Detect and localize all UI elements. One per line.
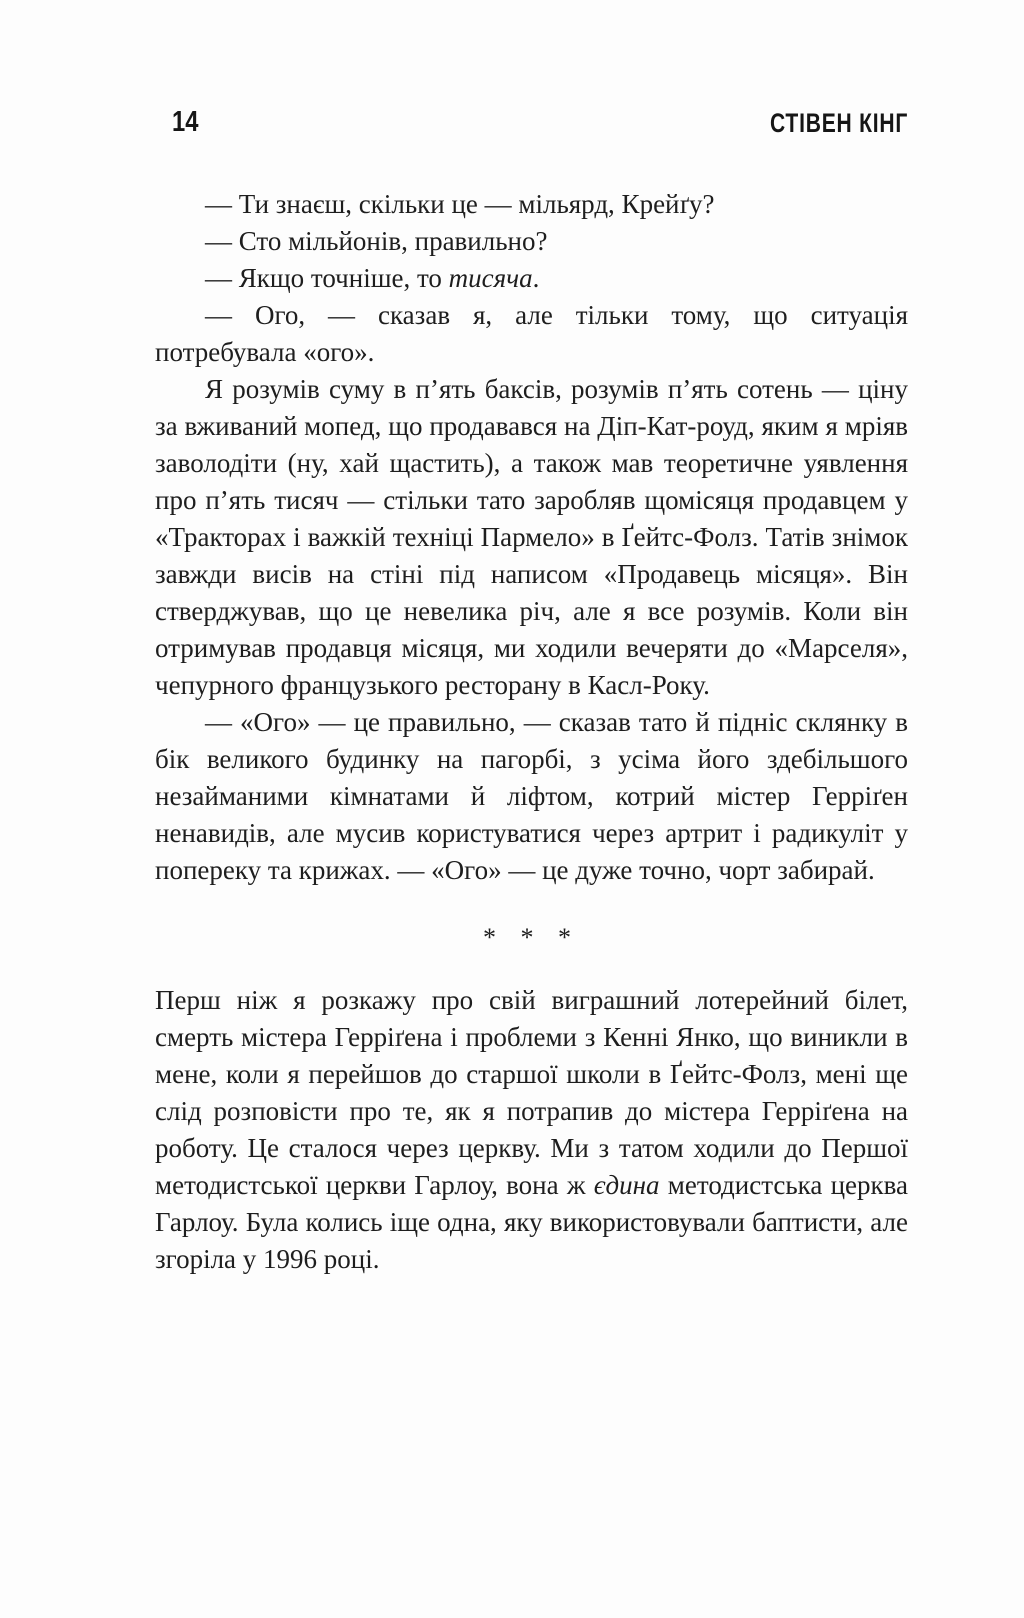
text-segment-italic: єдина [593,1170,660,1200]
text-segment: Я розумів суму в п’ять баксів, розумів п’ять сотень — ціну за вживаний мопед, що продавався на Діп-Кат-роуд, яким я мріяв заволодіти (ну, хай щастить), а також мав теоретичне уявлення про п’ять тисяч — стільки тато заробляв щомісяця продавцем у «Тракторах і важкій техніці Пармело» в Ґейтс-Фолз. Татів знімок завжди висів на стіні під написом «Продавець місяця». Він стверджував, що це невелика річ, але я все розумів. Коли він отримував продавця місяця, ми ходили вечеряти до «Марселя», чепурного французького ресторану в Касл-Року. [155,374,908,700]
running-header-text: СТІВЕН КІНГ [769,108,908,138]
text-segment: методистська церква Гарлоу. Була колись іще одна, яку використовували баптисти, але згоріла у 1996 році. [155,1170,908,1274]
body-text [155,186,908,1278]
text-segment: Перш ніж я розкажу про свій виграшний лотерейний білет, смерть містера Герріґена і проблеми з Кенні Янко, що виникли в мене, коли я перейшов до старшої школи в Ґейтс-Фолз, мені ще слід розповісти про те, як я потрапив до містера Герріґена на роботу. Це сталося через церкву. Ми з татом ходили до Першої методистської церкви Гарлоу, вона ж [155,985,908,1200]
page-number-text: 14 [172,106,199,138]
paragraph-dialogue-2 [155,223,908,260]
text-segment: — Якщо точніше, то [205,263,449,293]
paragraph-narrative-2 [155,704,908,889]
paragraph-dialogue-3 [155,260,908,297]
paragraph-narrative-3 [155,982,908,1278]
text-segment: . [532,263,540,293]
paragraph-narrative-1 [155,371,908,704]
text-segment: — Ого, — сказав я, але тільки тому, що ситуація потребувала «ого». [155,300,908,367]
text-segment: — Сто мільйонів, правильно? [205,226,548,256]
paragraph-dialogue-1 [155,186,908,223]
section-break: * * * [483,923,580,952]
text-segment: — Ти знаєш, скільки це — мільярд, Крейґу? [205,189,715,219]
text-segment: — «Ого» — це правильно, — сказав тато й підніс склянку в бік великого будинку на пагорбі, з усіма його здебільшого незайманими кімнатами й ліфтом, котрий містер Герріґен ненавидів, але мусив користуватися через артрит і радикуліт у попереку та крижах. — «Ого» — це дуже точно, чорт забирай. [155,707,908,885]
text-segment-italic: тисяча [448,263,533,293]
running-header [172,108,908,138]
paragraph-dialogue-4 [155,297,908,371]
